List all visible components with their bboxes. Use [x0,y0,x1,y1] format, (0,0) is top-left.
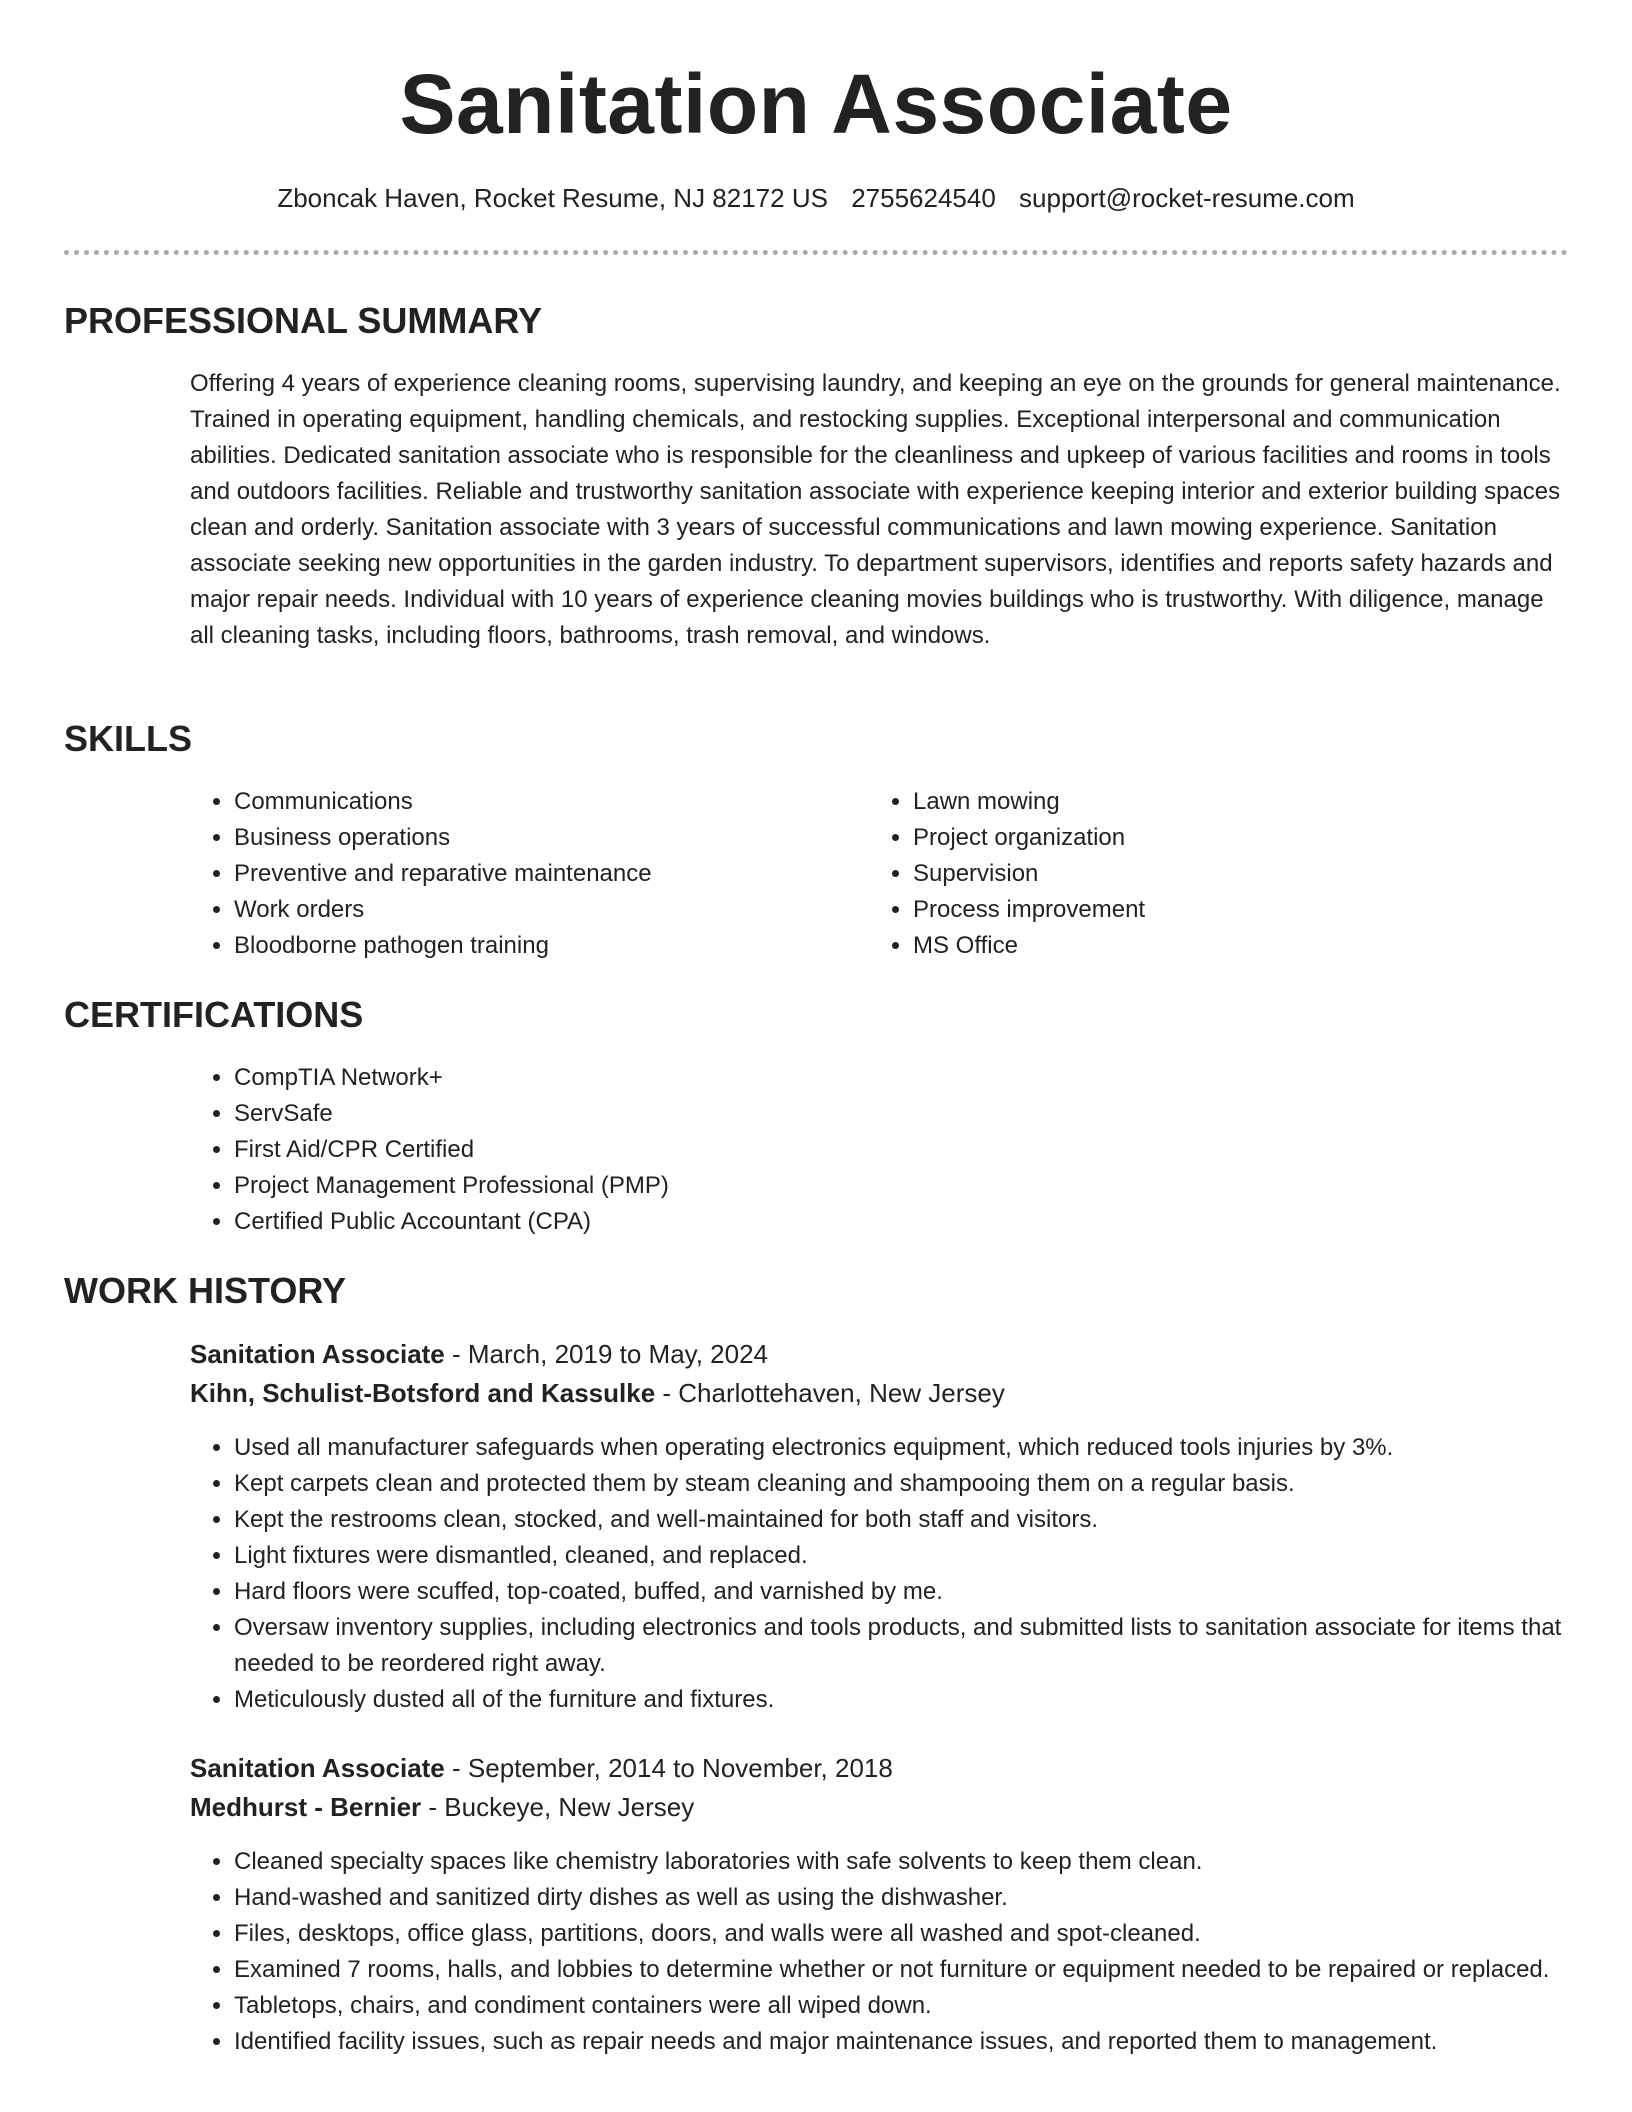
list-item: • Certified Public Accountant (CPA) [234,1204,1534,1240]
resume-title: Sanitation Associate [399,57,1233,151]
skills-list-right [869,784,1553,964]
certifications-heading: CERTIFICATIONS [64,994,364,1035]
list-item: • ServSafe [234,1096,1534,1132]
list-item: • Work orders [234,892,874,928]
contact-line [0,183,1632,214]
list-item: • Cleaned specialty spaces like chemistry laboratories with safe solvents to keep them clean. [234,1844,1564,1880]
job-2-title-line [190,1753,893,1784]
job-company: Medhurst - Bernier [190,1792,422,1822]
list-item: • Hand-washed and sanitized dirty dishes as well as using the dishwasher. [234,1880,1564,1916]
contact-phone: 2755624540 [851,183,996,213]
contact-address: Zboncak Haven, Rocket Resume, NJ 82172 US [277,183,828,213]
list-item: • Oversaw inventory supplies, including electronics and tools products, and submitted lists to sanitation associate for items that needed to be reordered right away. [234,1610,1564,1682]
job-location: - Charlottehaven, New Jersey [655,1378,1005,1408]
skills-heading: SKILLS [64,718,193,759]
list-item: • Examined 7 rooms, halls, and lobbies to determine whether or not furniture or equipment needed to be repaired or replaced. [234,1952,1564,1988]
summary-text: Offering 4 years of experience cleaning rooms, supervising laundry, and keeping an eye on the grounds for general maintenance. Trained in operating equipment, handling chemicals, and restocking supplies. Exceptional interpersonal and communication abilities. Dedicated sanitation associate who is responsible for the cleanliness and upkeep of various facilities and rooms in tools and outdoors facilities. Reliable and trustworthy sanitation associate with experience keeping interior and exterior building spaces clean and orderly. Sanitation associate with 3 years of successful communications and lawn mowing experience. Sanitation associate seeking new opportunities in the garden industry. To department supervisors, identifies and reports safety hazards and major repair needs. Individual with 10 years of experience cleaning movies buildings who is trustworthy. With diligence, manage all cleaning tasks, including floors, bathrooms, trash removal, and windows. [190,370,1561,649]
job-dates: - March, 2019 to May, 2024 [444,1339,769,1369]
list-item: • Hard floors were scuffed, top-coated, buffed, and varnished by me. [234,1574,1564,1610]
list-item: • Meticulously dusted all of the furniture and fixtures. [234,1682,1564,1718]
skills-list-left [190,784,874,964]
work-history-heading: WORK HISTORY [64,1270,347,1311]
list-item: • Kept the restrooms clean, stocked, and well-maintained for both staff and visitors. [234,1502,1564,1538]
certifications-list [190,1060,1534,1240]
list-item: • Kept carpets clean and protected them by steam cleaning and shampooing them on a regular basis. [234,1466,1564,1502]
list-item: • CompTIA Network+ [234,1060,1534,1096]
list-item: • Process improvement [913,892,1553,928]
job-1-company-line [190,1378,1005,1409]
list-item: • Supervision [913,856,1553,892]
job-2-bullets [190,1844,1564,2060]
list-item: • Identified facility issues, such as repair needs and major maintenance issues, and reported them to management. [234,2024,1564,2060]
list-item: • Project Management Professional (PMP) [234,1168,1534,1204]
list-item: • Project organization [913,820,1553,856]
list-item: • Light fixtures were dismantled, cleaned, and replaced. [234,1538,1564,1574]
job-title: Sanitation Associate [190,1753,445,1783]
list-item: • Preventive and reparative maintenance [234,856,874,892]
summary-heading: PROFESSIONAL SUMMARY [64,300,543,341]
list-item: • Used all manufacturer safeguards when operating electronics equipment, which reduced tools injuries by 3%. [234,1430,1564,1466]
job-dates: - September, 2014 to November, 2018 [444,1753,893,1783]
list-item: • Bloodborne pathogen training [234,928,874,964]
list-item: • Business operations [234,820,874,856]
list-item: • Tabletops, chairs, and condiment containers were all wiped down. [234,1988,1564,2024]
list-item: • Communications [234,784,874,820]
list-item: • Lawn mowing [913,784,1553,820]
contact-email: support@rocket-resume.com [1019,183,1355,213]
job-title: Sanitation Associate [190,1339,445,1369]
job-location: - Buckeye, New Jersey [421,1792,695,1822]
job-2-company-line [190,1792,694,1823]
job-1-title-line [190,1339,768,1370]
list-item: • MS Office [913,928,1553,964]
job-1-bullets [190,1430,1564,1718]
job-company: Kihn, Schulist-Botsford and Kassulke [190,1378,656,1408]
list-item: • First Aid/CPR Certified [234,1132,1534,1168]
list-item: • Files, desktops, office glass, partitions, doors, and walls were all washed and spot-cleaned. [234,1916,1564,1952]
header-divider [64,250,1568,255]
